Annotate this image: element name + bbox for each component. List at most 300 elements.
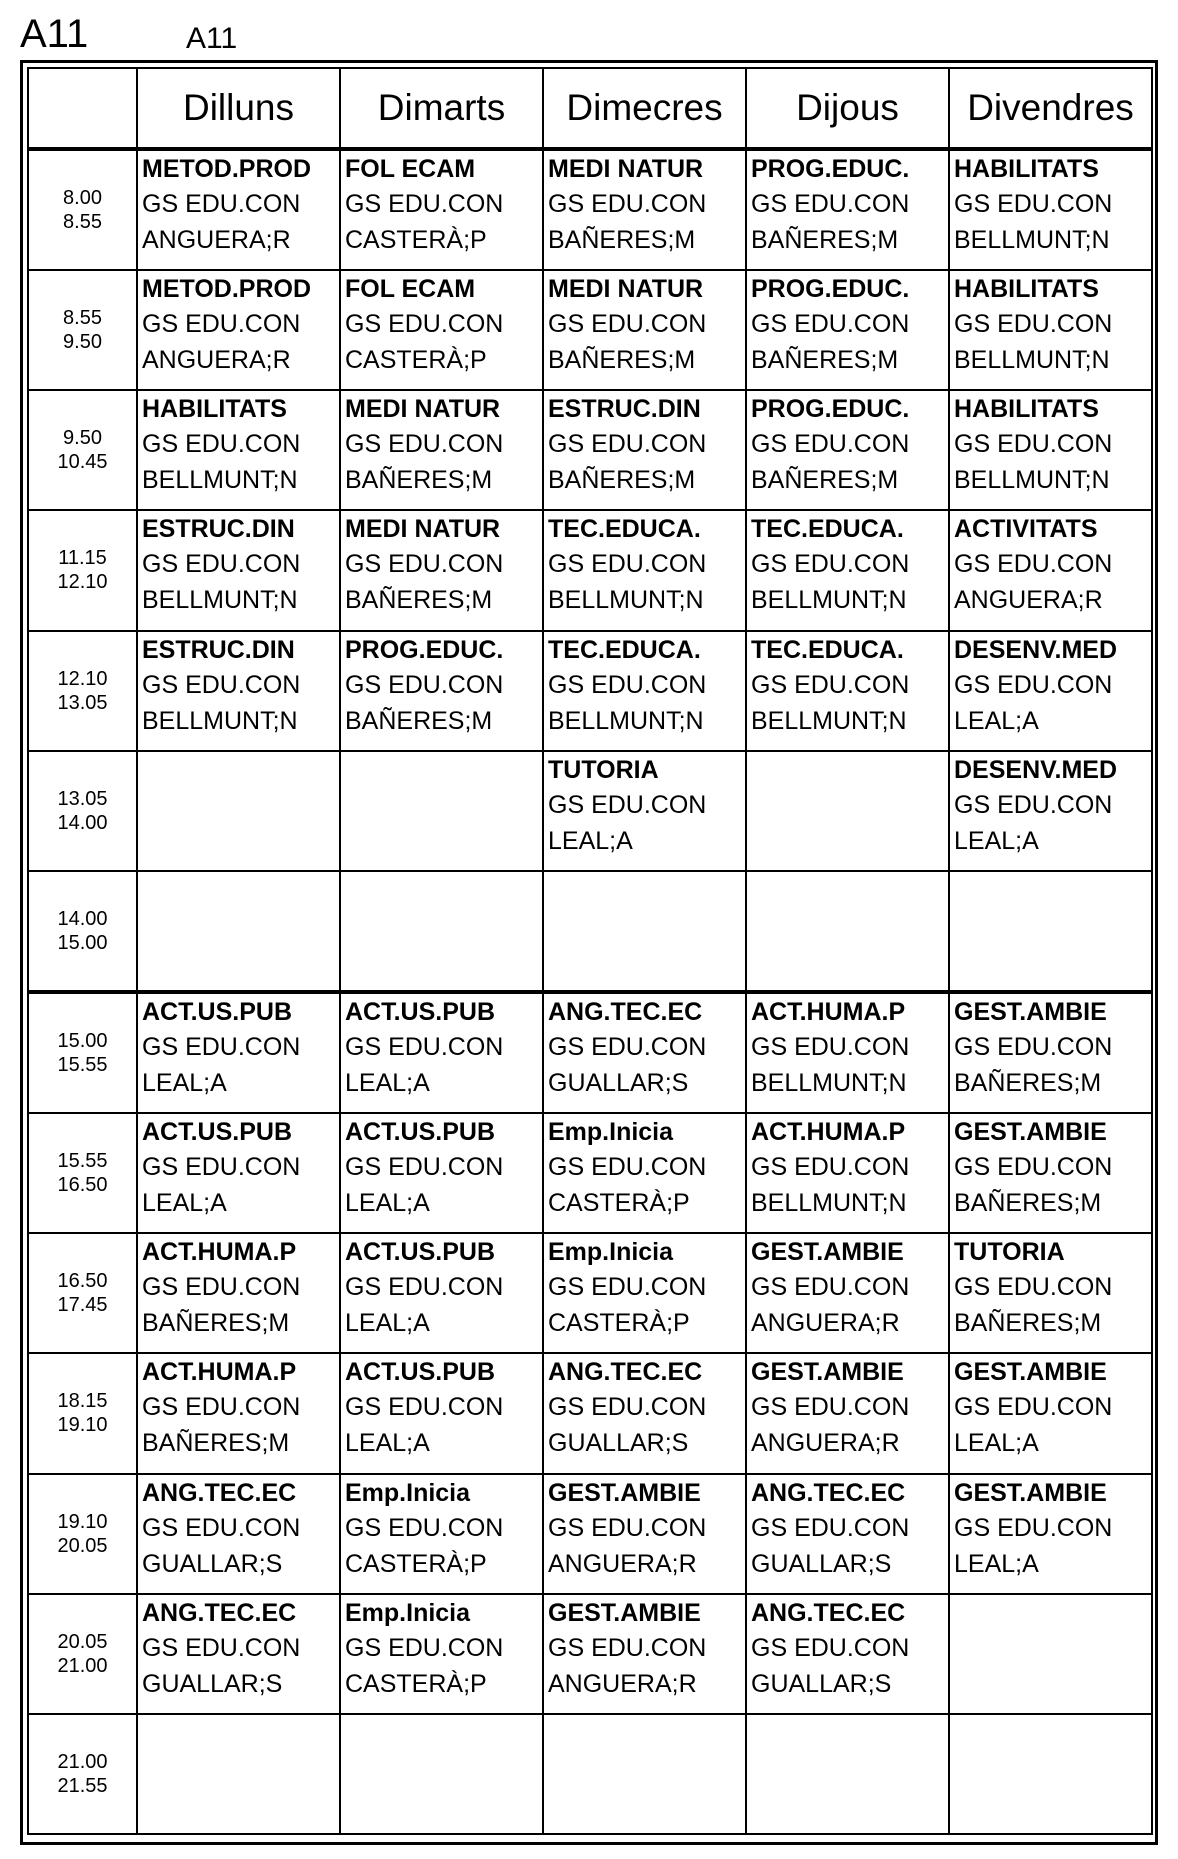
lesson-teacher: LEAL;A [954, 1429, 1039, 1458]
lesson-content [950, 752, 1151, 859]
lesson-cell [340, 1353, 543, 1473]
lesson-content [950, 632, 1151, 739]
lesson-cell [949, 270, 1152, 390]
lesson-cell [340, 149, 543, 270]
lesson-subject: ACT.HUMA.P [751, 1118, 906, 1147]
lesson-teacher: BAÑERES;M [345, 706, 493, 735]
lesson-group: GS EDU.CON [751, 670, 910, 699]
lesson-subject: ACT.HUMA.P [142, 1358, 297, 1387]
lesson-group: GS EDU.CON [142, 670, 301, 699]
lesson-teacher: BELLMUNT;N [548, 706, 704, 735]
lesson-content [138, 511, 339, 618]
lesson-cell [543, 751, 746, 871]
lesson-cell [543, 1113, 746, 1233]
lesson-subject: PROG.EDUC. [751, 395, 910, 424]
lesson-group: GS EDU.CON [548, 190, 707, 218]
lesson-cell [137, 1353, 340, 1473]
table-row [28, 871, 1152, 992]
lesson-cell [949, 871, 1152, 992]
lesson-subject: ANG.TEC.EC [751, 1598, 906, 1627]
lesson-content [544, 1234, 745, 1341]
lesson-cell [543, 510, 746, 630]
time-end: 13.05 [57, 691, 108, 714]
lesson-content [544, 1715, 745, 1717]
timetable [27, 67, 1153, 1835]
lesson-cell [340, 631, 543, 751]
lesson-subject: HABILITATS [954, 395, 1099, 424]
lesson-subject: Emp.Inicia [548, 1238, 674, 1267]
lesson-cell [137, 1113, 340, 1233]
table-row [28, 1594, 1152, 1714]
lesson-content [341, 391, 542, 498]
lesson-content [138, 632, 339, 739]
lesson-cell [137, 510, 340, 630]
time-end: 20.05 [57, 1534, 108, 1557]
lesson-teacher: GUALLAR;S [142, 1549, 283, 1578]
lesson-teacher: ANGUERA;R [751, 1309, 900, 1338]
lesson-content [747, 271, 948, 378]
lesson-subject: HABILITATS [954, 155, 1099, 183]
lesson-teacher: LEAL;A [954, 706, 1039, 735]
lesson-teacher: LEAL;A [345, 1309, 430, 1338]
lesson-teacher: ANGUERA;R [142, 346, 291, 375]
lesson-subject: HABILITATS [954, 275, 1099, 304]
lesson-cell [949, 1113, 1152, 1233]
lesson-content [341, 1354, 542, 1461]
table-row [28, 1113, 1152, 1233]
lesson-teacher: BAÑERES;M [954, 1189, 1102, 1218]
lesson-subject: ESTRUC.DIN [142, 635, 295, 664]
time-start: 13.05 [57, 787, 108, 810]
lesson-subject: METOD.PROD [142, 155, 311, 183]
lesson-group: GS EDU.CON [345, 550, 504, 579]
lesson-cell [137, 1594, 340, 1714]
lesson-teacher: GUALLAR;S [142, 1669, 283, 1698]
lesson-content [747, 994, 948, 1101]
time-slot-cell [28, 871, 137, 992]
lesson-group: GS EDU.CON [548, 430, 707, 459]
lesson-cell [137, 1474, 340, 1594]
lesson-cell [340, 390, 543, 510]
lesson-content [747, 511, 948, 618]
lesson-content [138, 1715, 339, 1717]
time-end: 12.10 [57, 571, 108, 594]
lesson-group: GS EDU.CON [548, 1393, 707, 1422]
time-start: 21.00 [57, 1750, 108, 1773]
lesson-subject: ESTRUC.DIN [548, 395, 701, 424]
lesson-subject: ACT.HUMA.P [751, 997, 906, 1026]
lesson-content [747, 1715, 948, 1717]
lesson-subject: FOL ECAM [345, 155, 476, 183]
lesson-subject: TEC.EDUCA. [548, 635, 701, 664]
lesson-subject: GEST.AMBIE [954, 1118, 1107, 1147]
lesson-teacher: GUALLAR;S [548, 1429, 689, 1458]
lesson-cell [746, 270, 949, 390]
time-slot-cell [28, 149, 137, 270]
lesson-content [138, 1475, 339, 1582]
lesson-group: GS EDU.CON [954, 1032, 1113, 1061]
lesson-cell [949, 1474, 1152, 1594]
lesson-cell [137, 390, 340, 510]
lesson-cell [137, 1233, 340, 1353]
lesson-content [747, 1234, 948, 1341]
lesson-cell [746, 1353, 949, 1473]
day-header-dilluns: Dilluns [137, 68, 340, 149]
lesson-cell [746, 1474, 949, 1594]
lesson-cell [543, 1594, 746, 1714]
lesson-content [341, 151, 542, 258]
lesson-content [950, 1715, 1151, 1717]
timetable-body [28, 149, 1152, 1834]
lesson-cell [746, 390, 949, 510]
time-start: 8.00 [63, 187, 102, 210]
time-start: 16.50 [57, 1270, 108, 1293]
lesson-teacher: BAÑERES;M [142, 1429, 290, 1458]
time-start: 14.00 [57, 907, 108, 930]
table-row [28, 1474, 1152, 1594]
lesson-group: GS EDU.CON [954, 670, 1113, 699]
lesson-cell [543, 390, 746, 510]
lesson-cell [746, 871, 949, 992]
table-row [28, 510, 1152, 630]
lesson-cell [543, 1474, 746, 1594]
lesson-subject: ANG.TEC.EC [548, 1358, 703, 1387]
lesson-teacher: GUALLAR;S [751, 1669, 892, 1698]
lesson-cell [949, 390, 1152, 510]
lesson-teacher: BAÑERES;M [548, 346, 696, 375]
time-end: 15.00 [57, 931, 108, 954]
lesson-subject: GEST.AMBIE [954, 1478, 1107, 1507]
time-end: 17.45 [57, 1294, 108, 1317]
lesson-content [138, 872, 339, 874]
lesson-group: GS EDU.CON [751, 190, 910, 218]
lesson-subject: MEDI NATUR [548, 275, 704, 304]
time-slot-cell [28, 390, 137, 510]
lesson-subject: ACT.US.PUB [142, 997, 293, 1026]
lesson-content [341, 1234, 542, 1341]
lesson-subject: DESENV.MED [954, 755, 1118, 784]
lesson-cell [746, 510, 949, 630]
time-slot-cell [28, 1233, 137, 1353]
lesson-cell [949, 751, 1152, 871]
lesson-content [138, 1234, 339, 1341]
lesson-group: GS EDU.CON [548, 1032, 707, 1061]
lesson-teacher: LEAL;A [345, 1189, 430, 1218]
lesson-teacher: BELLMUNT;N [142, 466, 298, 495]
lesson-content [341, 752, 542, 754]
time-end: 21.55 [57, 1774, 108, 1797]
lesson-group: GS EDU.CON [751, 430, 910, 459]
lesson-group: GS EDU.CON [954, 1273, 1113, 1302]
lesson-cell [949, 631, 1152, 751]
lesson-group: GS EDU.CON [548, 1153, 707, 1182]
lesson-cell [340, 510, 543, 630]
lesson-cell [949, 1233, 1152, 1353]
time-end: 14.00 [57, 811, 108, 834]
lesson-teacher: CASTERÀ;P [345, 346, 487, 375]
lesson-cell [949, 992, 1152, 1113]
lesson-teacher: ANGUERA;R [548, 1549, 697, 1578]
lesson-content [341, 632, 542, 739]
lesson-content [341, 1715, 542, 1717]
lesson-content [747, 151, 948, 258]
lesson-group: GS EDU.CON [751, 550, 910, 579]
lesson-subject: TEC.EDUCA. [548, 515, 701, 544]
time-slot-cell [28, 1474, 137, 1594]
lesson-group: GS EDU.CON [954, 190, 1113, 218]
lesson-content [747, 1595, 948, 1702]
lesson-teacher: BAÑERES;M [954, 1068, 1102, 1097]
lesson-teacher: LEAL;A [954, 1549, 1039, 1578]
lesson-group: GS EDU.CON [142, 430, 301, 459]
table-row [28, 1714, 1152, 1834]
lesson-group: GS EDU.CON [954, 1393, 1113, 1422]
lesson-subject: ANG.TEC.EC [142, 1598, 297, 1627]
lesson-teacher: BAÑERES;M [345, 586, 493, 615]
lesson-cell [746, 1714, 949, 1834]
lesson-content [950, 1475, 1151, 1582]
lesson-cell [137, 992, 340, 1113]
lesson-cell [340, 1474, 543, 1594]
lesson-subject: METOD.PROD [142, 275, 311, 304]
lesson-content [544, 632, 745, 739]
lesson-teacher: BAÑERES;M [954, 1309, 1102, 1338]
lesson-teacher: BELLMUNT;N [954, 346, 1110, 375]
lesson-cell [746, 1594, 949, 1714]
lesson-cell [543, 1233, 746, 1353]
time-slot-cell [28, 992, 137, 1113]
table-row [28, 992, 1152, 1113]
lesson-content [950, 391, 1151, 498]
lesson-cell [543, 270, 746, 390]
lesson-group: GS EDU.CON [345, 1633, 504, 1662]
lesson-content [341, 1595, 542, 1702]
lesson-group: GS EDU.CON [548, 670, 707, 699]
lesson-subject: TUTORIA [548, 755, 659, 784]
lesson-group: GS EDU.CON [142, 1513, 301, 1542]
lesson-subject: GEST.AMBIE [548, 1478, 701, 1507]
table-row [28, 270, 1152, 390]
lesson-teacher: BAÑERES;M [751, 346, 899, 375]
lesson-content [341, 1475, 542, 1582]
lesson-teacher: CASTERÀ;P [345, 1669, 487, 1698]
lesson-subject: TEC.EDUCA. [751, 515, 904, 544]
lesson-teacher: LEAL;A [954, 826, 1039, 855]
lesson-subject: MEDI NATUR [345, 395, 501, 424]
lesson-cell [746, 992, 949, 1113]
lesson-content [747, 752, 948, 754]
lesson-content [747, 391, 948, 498]
time-end: 19.10 [57, 1414, 108, 1437]
lesson-content [138, 994, 339, 1101]
lesson-subject: Emp.Inicia [345, 1478, 471, 1507]
lesson-cell [137, 631, 340, 751]
table-row [28, 631, 1152, 751]
timetable-header-row [28, 68, 1152, 149]
lesson-group: GS EDU.CON [142, 310, 301, 339]
lesson-subject: ACT.US.PUB [142, 1118, 293, 1147]
lesson-content [950, 511, 1151, 618]
lesson-content [747, 632, 948, 739]
page-title: A11 [20, 12, 89, 56]
lesson-teacher: BELLMUNT;N [142, 706, 298, 735]
lesson-cell [746, 751, 949, 871]
lesson-teacher: BELLMUNT;N [751, 706, 907, 735]
lesson-teacher: BELLMUNT;N [751, 586, 907, 615]
lesson-group: GS EDU.CON [954, 310, 1113, 339]
lesson-content [747, 1354, 948, 1461]
lesson-content [341, 872, 542, 874]
lesson-cell [746, 631, 949, 751]
lesson-group: GS EDU.CON [548, 1513, 707, 1542]
lesson-group: GS EDU.CON [548, 1273, 707, 1302]
lesson-group: GS EDU.CON [345, 1393, 504, 1422]
lesson-cell [137, 270, 340, 390]
lesson-teacher: CASTERÀ;P [345, 226, 487, 254]
lesson-teacher: LEAL;A [142, 1189, 227, 1218]
lesson-group: GS EDU.CON [142, 1633, 301, 1662]
lesson-group: GS EDU.CON [345, 1153, 504, 1182]
lesson-content [138, 271, 339, 378]
lesson-teacher: BELLMUNT;N [548, 586, 704, 615]
day-header-dimecres: Dimecres [543, 68, 746, 149]
lesson-content [544, 1354, 745, 1461]
lesson-teacher: LEAL;A [345, 1429, 430, 1458]
lesson-content [341, 1114, 542, 1221]
lesson-content [138, 1354, 339, 1461]
lesson-cell [543, 149, 746, 270]
time-end: 15.55 [57, 1054, 108, 1077]
time-start: 12.10 [57, 667, 108, 690]
lesson-content [138, 752, 339, 754]
lesson-subject: ACT.US.PUB [345, 997, 496, 1026]
lesson-content [341, 271, 542, 378]
table-row [28, 149, 1152, 270]
lesson-subject: GEST.AMBIE [751, 1238, 904, 1267]
lesson-content [544, 1114, 745, 1221]
lesson-cell [340, 1113, 543, 1233]
lesson-teacher: BAÑERES;M [751, 226, 899, 254]
lesson-content [950, 1114, 1151, 1221]
lesson-group: GS EDU.CON [954, 550, 1113, 579]
lesson-group: GS EDU.CON [954, 1153, 1113, 1182]
lesson-cell [137, 751, 340, 871]
lesson-content [544, 752, 745, 859]
lesson-subject: DESENV.MED [954, 635, 1118, 664]
time-end: 10.45 [57, 451, 108, 474]
lesson-teacher: BELLMUNT;N [142, 586, 298, 615]
lesson-teacher: BELLMUNT;N [751, 1068, 907, 1097]
time-slot-cell [28, 510, 137, 630]
lesson-content [341, 994, 542, 1101]
lesson-cell [340, 751, 543, 871]
lesson-teacher: BAÑERES;M [142, 1309, 290, 1338]
lesson-teacher: CASTERÀ;P [345, 1549, 487, 1578]
table-row [28, 751, 1152, 871]
page-subtitle: A11 [186, 22, 238, 55]
lesson-cell [746, 149, 949, 270]
lesson-subject: PROG.EDUC. [345, 635, 504, 664]
lesson-content [747, 1475, 948, 1582]
lesson-content [544, 872, 745, 874]
lesson-subject: ACT.US.PUB [345, 1118, 496, 1147]
lesson-subject: ANG.TEC.EC [142, 1478, 297, 1507]
lesson-teacher: BELLMUNT;N [751, 1189, 907, 1218]
lesson-teacher: LEAL;A [345, 1068, 430, 1097]
lesson-group: GS EDU.CON [345, 310, 504, 339]
lesson-group: GS EDU.CON [751, 310, 910, 339]
day-header-dimarts: Dimarts [340, 68, 543, 149]
lesson-teacher: ANGUERA;R [142, 226, 291, 254]
lesson-cell [949, 1353, 1152, 1473]
day-header-divendres: Divendres [949, 68, 1152, 149]
lesson-content [950, 271, 1151, 378]
lesson-teacher: BAÑERES;M [345, 466, 493, 495]
lesson-content [138, 1114, 339, 1221]
lesson-teacher: ANGUERA;R [548, 1669, 697, 1698]
lesson-content [544, 391, 745, 498]
lesson-subject: GEST.AMBIE [548, 1598, 701, 1627]
lesson-group: GS EDU.CON [345, 1032, 504, 1061]
lesson-subject: PROG.EDUC. [751, 155, 910, 183]
lesson-cell [137, 1714, 340, 1834]
lesson-teacher: BELLMUNT;N [954, 466, 1110, 495]
time-slot-cell [28, 631, 137, 751]
lesson-cell [746, 1113, 949, 1233]
lesson-group: GS EDU.CON [751, 1273, 910, 1302]
lesson-group: GS EDU.CON [142, 550, 301, 579]
lesson-group: GS EDU.CON [954, 790, 1113, 819]
lesson-subject: ACTIVITATS [954, 515, 1098, 544]
lesson-group: GS EDU.CON [345, 190, 504, 218]
lesson-cell [949, 510, 1152, 630]
time-start: 20.05 [57, 1630, 108, 1653]
lesson-group: GS EDU.CON [142, 1393, 301, 1422]
lesson-teacher: LEAL;A [142, 1068, 227, 1097]
lesson-cell [949, 1594, 1152, 1714]
lesson-cell [746, 1233, 949, 1353]
lesson-group: GS EDU.CON [751, 1153, 910, 1182]
lesson-subject: FOL ECAM [345, 275, 476, 304]
lesson-group: GS EDU.CON [345, 430, 504, 459]
lesson-group: GS EDU.CON [142, 190, 301, 218]
lesson-group: GS EDU.CON [751, 1393, 910, 1422]
lesson-group: GS EDU.CON [345, 1513, 504, 1542]
lesson-group: GS EDU.CON [751, 1633, 910, 1662]
time-end: 9.50 [63, 331, 102, 354]
lesson-teacher: BELLMUNT;N [954, 226, 1110, 254]
lesson-content [138, 1595, 339, 1702]
lesson-group: GS EDU.CON [548, 790, 707, 819]
lesson-content [950, 1595, 1151, 1597]
lesson-cell [543, 1353, 746, 1473]
lesson-group: GS EDU.CON [345, 670, 504, 699]
day-header-dijous: Dijous [746, 68, 949, 149]
time-start: 19.10 [57, 1510, 108, 1533]
lesson-subject: MEDI NATUR [548, 155, 704, 183]
lesson-cell [543, 631, 746, 751]
lesson-teacher: ANGUERA;R [751, 1429, 900, 1458]
lesson-subject: TUTORIA [954, 1238, 1065, 1267]
lesson-group: GS EDU.CON [548, 1633, 707, 1662]
lesson-content [950, 1354, 1151, 1461]
lesson-group: GS EDU.CON [954, 1513, 1113, 1542]
lesson-group: GS EDU.CON [548, 550, 707, 579]
lesson-content [950, 151, 1151, 258]
lesson-group: GS EDU.CON [751, 1513, 910, 1542]
lesson-cell [949, 1714, 1152, 1834]
lesson-content [138, 391, 339, 498]
